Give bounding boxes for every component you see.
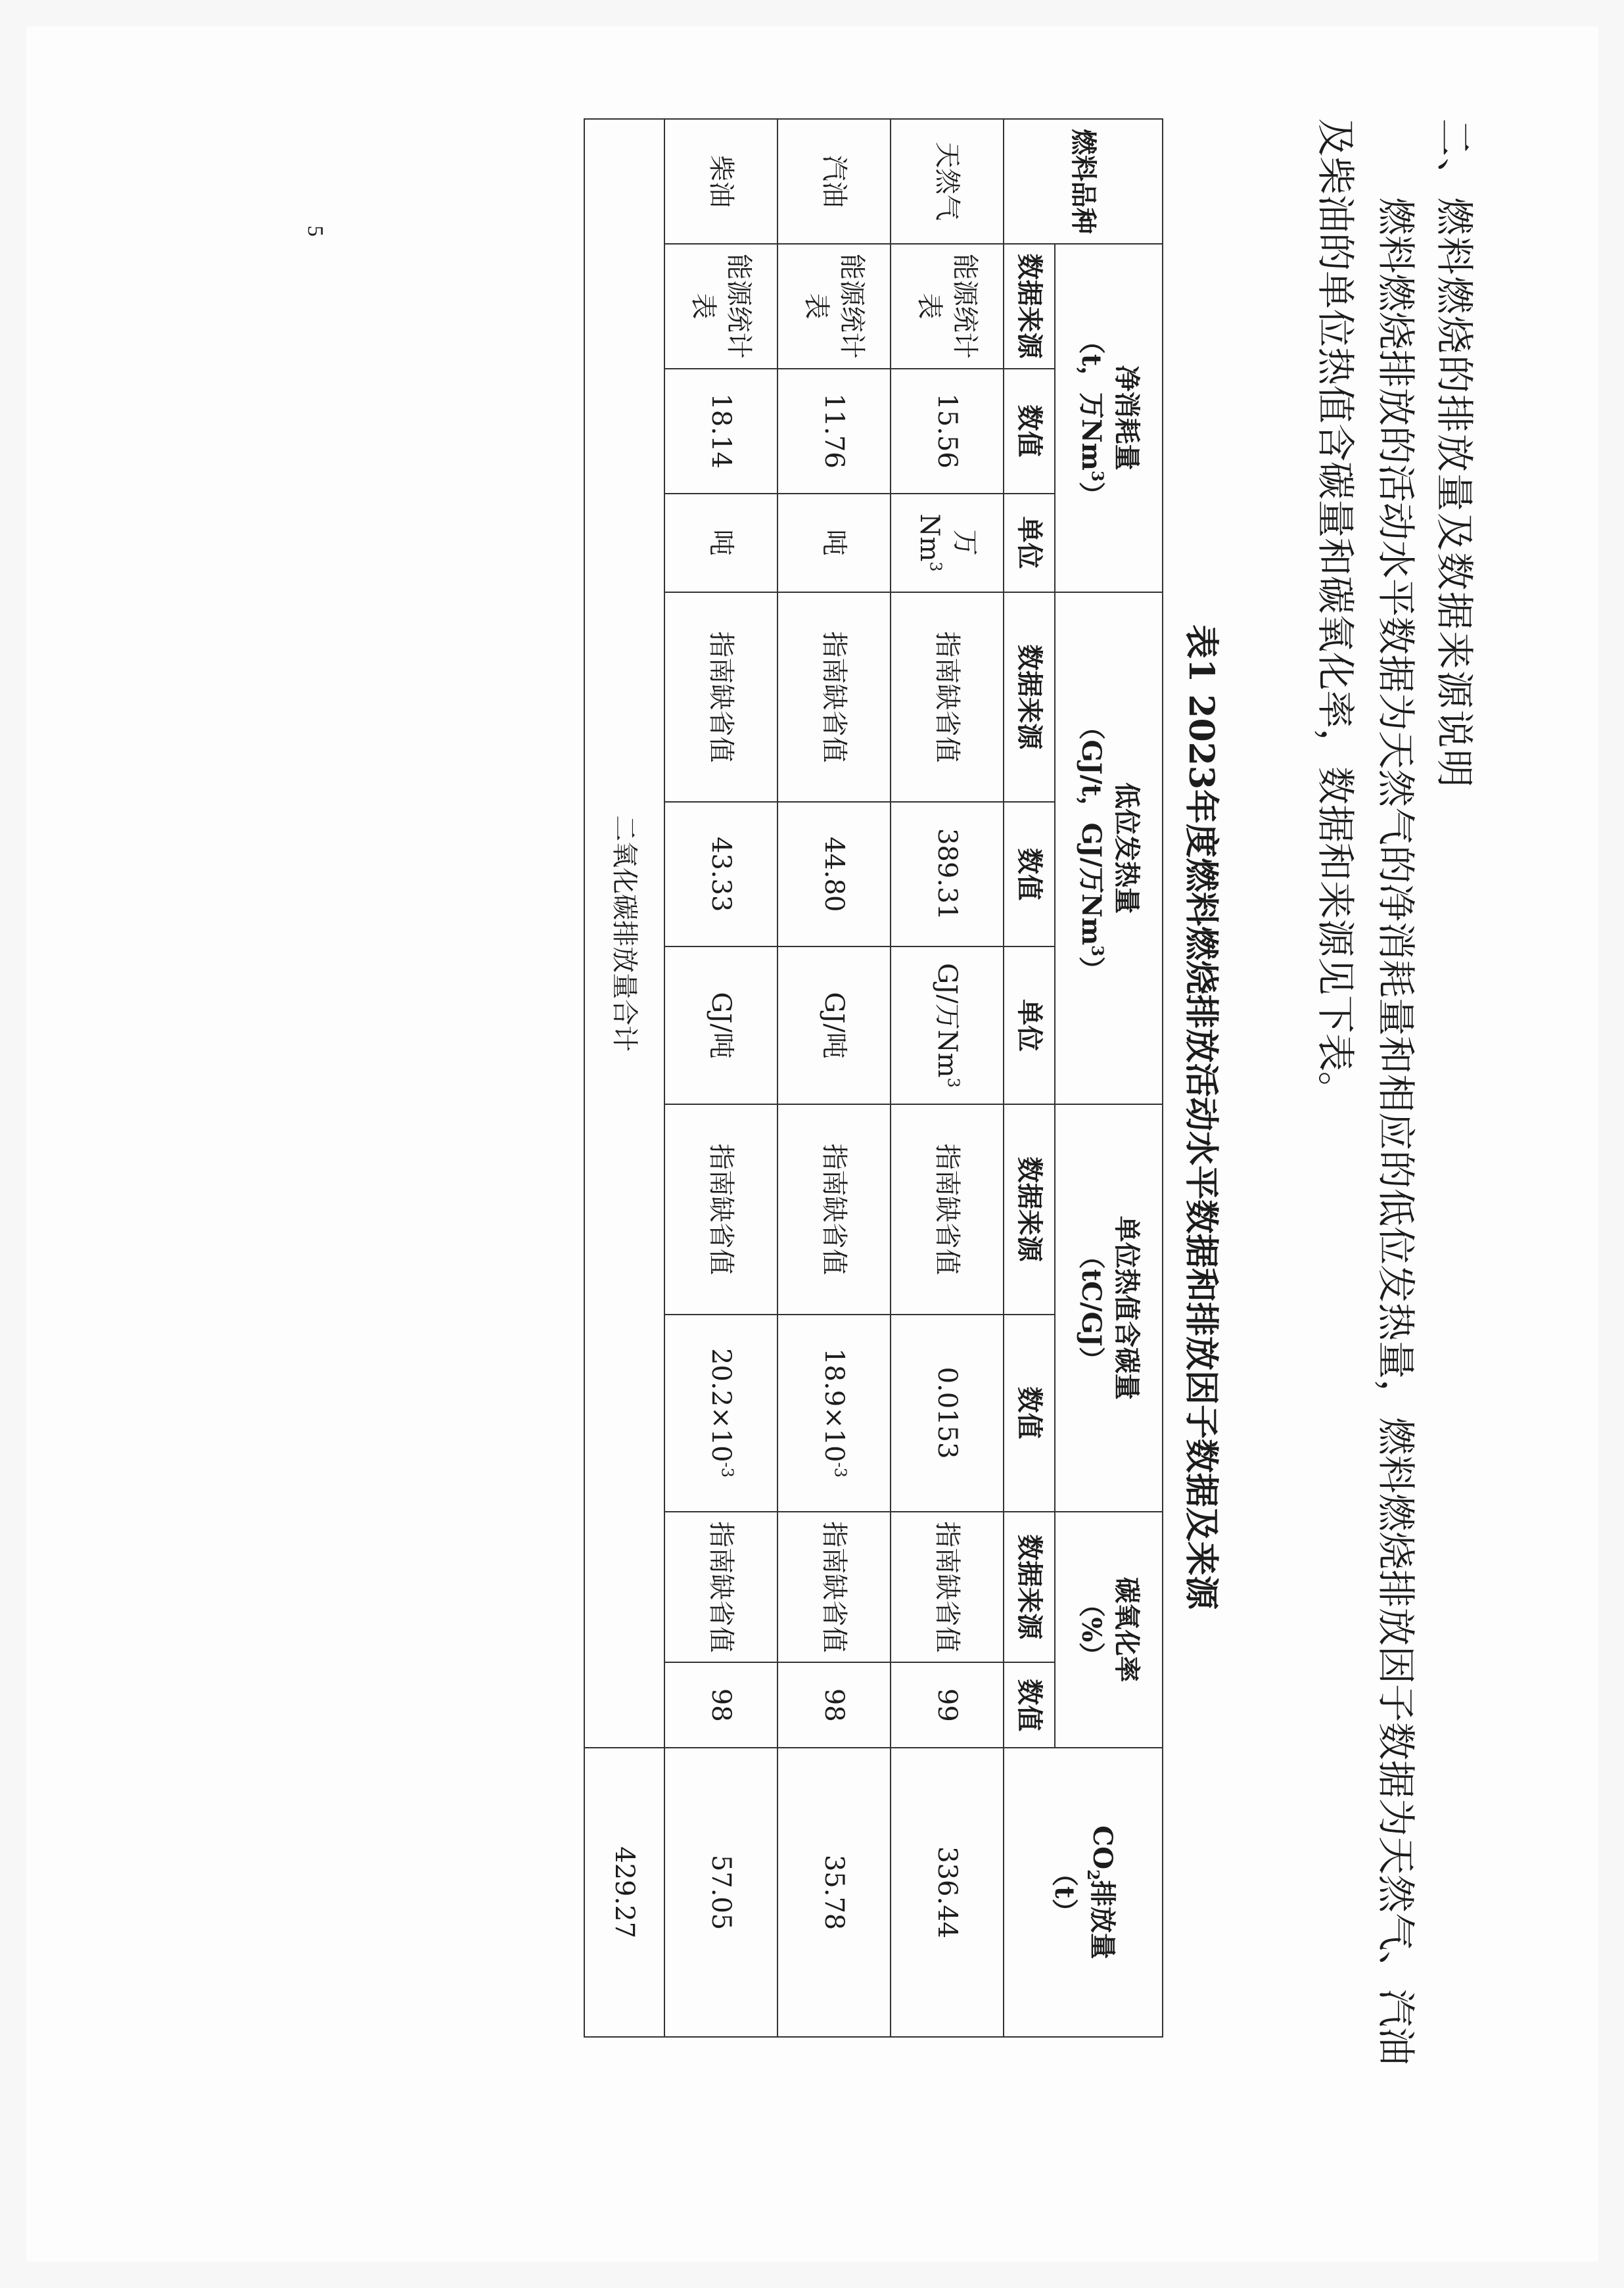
consumption-unit-cell bbox=[664, 494, 777, 592]
ncv-unit-cell bbox=[777, 946, 891, 1104]
consumption-source-cell: 能源统计表 bbox=[777, 244, 891, 369]
sub-header-source: 数据来源 bbox=[1004, 244, 1055, 369]
unit-sup: 3 bbox=[944, 1077, 963, 1088]
oxidation-unit: （%） bbox=[1076, 1591, 1107, 1669]
total-value: 429.27 bbox=[584, 1748, 664, 2037]
oxidation-source-cell: 指南缺省值 bbox=[664, 1512, 777, 1663]
ncv-unit-prefix: （GJ/t，GJ/万Nm bbox=[1076, 713, 1107, 946]
consumption-source-cell: 能源统计表 bbox=[891, 244, 1004, 369]
co2-sub: 2 bbox=[1083, 1869, 1103, 1880]
consumption-unit-cell bbox=[891, 494, 1004, 592]
total-label: 二氧化碳排放量合计 bbox=[584, 119, 664, 1748]
fuel-cell: 天然气 bbox=[891, 119, 1004, 244]
carbon-unit: （tC/GJ） bbox=[1076, 1242, 1107, 1373]
co2-cell: 35.78 bbox=[777, 1748, 891, 2037]
consumption-unit-cell bbox=[777, 494, 891, 592]
emissions-table bbox=[584, 118, 1163, 2038]
oxidation-source-cell: 指南缺省值 bbox=[777, 1512, 891, 1663]
ncv-source-cell: 指南缺省值 bbox=[891, 592, 1004, 803]
consumption-unit-prefix: （t，万Nm bbox=[1076, 327, 1107, 471]
consumption-group-header bbox=[1055, 244, 1163, 592]
table-row bbox=[777, 119, 891, 2037]
sub-header-source: 数据来源 bbox=[1004, 1512, 1055, 1663]
consumption-value-cell: 15.56 bbox=[891, 369, 1004, 494]
sub-header-value: 数值 bbox=[1004, 1315, 1055, 1512]
sub-header-value: 数值 bbox=[1004, 802, 1055, 946]
ncv-group-header bbox=[1055, 592, 1163, 1104]
co2-header bbox=[1004, 1748, 1163, 2037]
unit-text: GJ/吨 bbox=[819, 992, 849, 1059]
ncv-source-cell: 指南缺省值 bbox=[664, 592, 777, 803]
section-title: 二、燃料燃烧的排放量及数据来源说明 bbox=[1432, 118, 1477, 789]
oxidation-value-cell: 98 bbox=[777, 1662, 891, 1748]
carbon-value-sup: -3 bbox=[831, 1462, 850, 1478]
unit-text: 万Nm bbox=[914, 513, 980, 562]
carbon-value-cell bbox=[664, 1315, 777, 1512]
carbon-value-base: 0.0153 bbox=[932, 1366, 962, 1459]
co2-suffix: 排放量 bbox=[1086, 1880, 1118, 1959]
page-number: 5 bbox=[303, 225, 327, 237]
fuel-cell: 柴油 bbox=[664, 119, 777, 244]
unit-text: GJ/万Nm bbox=[932, 963, 962, 1078]
table-row bbox=[664, 119, 777, 2037]
ncv-unit-sup: 3 bbox=[1088, 945, 1107, 956]
total-row bbox=[584, 119, 664, 2037]
ncv-unit-cell bbox=[891, 946, 1004, 1104]
sub-header-unit: 单位 bbox=[1004, 946, 1055, 1104]
consumption-unit-sup: 3 bbox=[1088, 471, 1107, 482]
table-row bbox=[891, 119, 1004, 2037]
ncv-value-cell: 389.31 bbox=[891, 802, 1004, 946]
sub-header-value: 数值 bbox=[1004, 369, 1055, 494]
oxidation-source-cell: 指南缺省值 bbox=[891, 1512, 1004, 1663]
co2-unit: （t） bbox=[1049, 1859, 1080, 1925]
rotated-content bbox=[7, 118, 1485, 2222]
consumption-name: 净消耗量 bbox=[1111, 365, 1142, 471]
intro-paragraph: 燃料燃烧排放的活动水平数据为天然气的净消耗量和相应的低位发热量，燃料燃烧排放因子数据为天然气、汽油及柴油的单位热值含碳量和碳氧化率，数据和来源见下表。 bbox=[1313, 118, 1418, 2066]
co2-cell: 57.05 bbox=[664, 1748, 777, 2037]
consumption-value-cell: 11.76 bbox=[777, 369, 891, 494]
ncv-value-cell: 43.33 bbox=[664, 802, 777, 946]
carbon-source-cell: 指南缺省值 bbox=[664, 1104, 777, 1315]
fuel-header: 燃料品种 bbox=[1004, 119, 1163, 244]
unit-text: 吨 bbox=[819, 529, 849, 556]
co2-cell: 336.44 bbox=[891, 1748, 1004, 2037]
ncv-name: 低位发热量 bbox=[1111, 782, 1142, 914]
ncv-unit-suffix: ） bbox=[1076, 956, 1107, 983]
sub-header-value: 数值 bbox=[1004, 1662, 1055, 1748]
ncv-value-cell: 44.80 bbox=[777, 802, 891, 946]
unit-sup: 3 bbox=[926, 561, 945, 572]
fuel-cell: 汽油 bbox=[777, 119, 891, 244]
oxidation-value-cell: 98 bbox=[664, 1662, 777, 1748]
unit-text: 吨 bbox=[706, 529, 736, 556]
co2-prefix: CO bbox=[1086, 1825, 1118, 1870]
consumption-unit-suffix: ） bbox=[1076, 481, 1107, 508]
consumption-value-cell: 18.14 bbox=[664, 369, 777, 494]
ncv-source-cell: 指南缺省值 bbox=[777, 592, 891, 803]
document-page bbox=[26, 26, 1598, 2262]
oxidation-value-cell: 99 bbox=[891, 1662, 1004, 1748]
oxidation-group-header bbox=[1055, 1512, 1163, 1748]
sub-header-source: 数据来源 bbox=[1004, 592, 1055, 803]
sub-header-source: 数据来源 bbox=[1004, 1104, 1055, 1315]
carbon-value-sup: -3 bbox=[718, 1462, 737, 1478]
unit-text: GJ/吨 bbox=[706, 992, 736, 1059]
sub-header-unit: 单位 bbox=[1004, 494, 1055, 592]
carbon-group-header bbox=[1055, 1104, 1163, 1512]
carbon-value-cell bbox=[891, 1315, 1004, 1512]
carbon-value-base: 18.9×10 bbox=[819, 1348, 849, 1462]
consumption-source-cell: 能源统计表 bbox=[664, 244, 777, 369]
table-title: 表1 2023年度燃料燃烧排放活动水平数据和排放因子数据及来源 bbox=[1181, 624, 1221, 1610]
carbon-value-cell bbox=[777, 1315, 891, 1512]
carbon-name: 单位热值含碳量 bbox=[1111, 1215, 1142, 1400]
carbon-source-cell: 指南缺省值 bbox=[777, 1104, 891, 1315]
ncv-unit-cell bbox=[664, 946, 777, 1104]
carbon-value-base: 20.2×10 bbox=[706, 1348, 736, 1462]
carbon-source-cell: 指南缺省值 bbox=[891, 1104, 1004, 1315]
oxidation-name: 碳氧化率 bbox=[1111, 1577, 1142, 1683]
